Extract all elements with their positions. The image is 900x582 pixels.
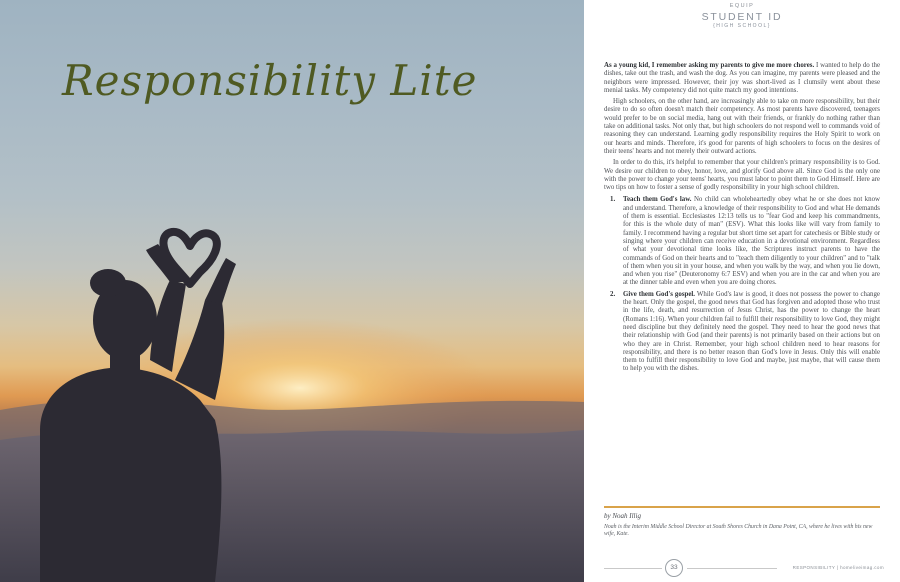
list-item-text: No child can wholeheartedly obey what he or she does not know and understand. Therefore, a knowledge of their responsibility to God and what He demands of them is essential. Ecclesiastes 12:13 tells us to "fear God and keep his commandments, for this is the whole duty of man" (ESV). What this looks like will vary from family to family. I recommend having a regular but short time set apart for catechesis or Bible study or singing where your children can receive education in a devotional environment. Regardless of what your devotional time looks like, the Scriptures instruct parents to have the commands of God on their hearts and to "teach them diligently to your children" and to "talk of them when you sit in your house, and when you walk by the way, and when you lie down, and when you rise" (Deuteronomy 6:7 ESV) and when you are in the car and when you are at the dinner table and even when you are doing chores. bbox=[623, 196, 880, 287]
article-page bbox=[584, 0, 900, 582]
article-body bbox=[604, 62, 880, 377]
list-item-text: While God's law is good, it does not possess the power to change the heart. Only the gospel, the good news that God has forgiven and adopted those who trust in the life, death, and resurrection of Jesus Christ, has the power to change the heart (Romans 1:16). When your children fail to fulfill their responsibility to love God, they might need discipline but they definitely need the gospel. They need to hear the good news that their relationship with God (and their parents) is not primarily based on their actions but on who they are in Christ. Remember, your high school children need to hear reasons for responsibility, and there is no better reason than God's love in Jesus. Only this will enable them to fulfill their responsibility to love God and maybe, just maybe, that will cause them to help you with the dishes. bbox=[623, 290, 880, 373]
paragraph: High schoolers, on the other hand, are increasingly able to take on more responsibility, but their desire to do so often doesn't match their competency. As most parents have discovered, teenagers would prefer to be on social media, hang out with their friends, or frankly do nothing rather than take on additional tasks. Not only that, but high schoolers do not respond well to commands void of reasoning they can understand. Learning godly responsibility requires the Holy Spirit to work on our hearts and minds. Therefore, it's good for parents of high schoolers to focus on the desires of their teens' hearts and not merely their outward actions. bbox=[604, 98, 880, 155]
intro-paragraph bbox=[604, 62, 880, 95]
author-bio: Noah is the Interim Middle School Director at South Shores Church in Dana Point, CA, where he lives with his new wife, Kate. bbox=[604, 524, 873, 537]
section-header bbox=[584, 3, 900, 30]
footer-divider-left bbox=[604, 568, 662, 569]
edition-label: EQUIP bbox=[729, 3, 755, 9]
intro-text: I wanted to help do the dishes, take out the trash, and wash the dog. As you can imagine, my parents were pleased and the neighbors were impressed. However, their joy was short-lived as I clumsily went about these menial tasks. My competency did not quite match my good intentions. bbox=[604, 62, 880, 94]
list-item-heading: Give them God's gospel. bbox=[623, 290, 696, 298]
page-number: 33 bbox=[665, 559, 683, 577]
footer-divider-right bbox=[687, 568, 777, 569]
lead-sentence: As a young kid, I remember asking my parents to give me more chores. bbox=[604, 62, 815, 69]
list-number: 2. bbox=[610, 290, 616, 298]
paragraph: In order to do this, it's helpful to remember that your children's primary responsibility is to God. We desire our children to obey, honor, love, and glorify God above all. Since God is the only one with the power to change your teens' hearts, you must labor to point them to God Himself. Here are two tips on how to foster a sense of godly responsibility in your high school children. bbox=[604, 159, 880, 192]
author-byline: by Noah Illig bbox=[604, 512, 641, 520]
section-subtitle: {HIGH SCHOOL} bbox=[713, 23, 771, 29]
running-footer: RESPONSIBILITY | homeliveimag.com bbox=[792, 565, 884, 570]
tips-list bbox=[604, 196, 880, 373]
list-item bbox=[604, 196, 880, 287]
byline-divider bbox=[604, 506, 880, 508]
list-item bbox=[604, 291, 880, 374]
list-item-heading: Teach them God's law. bbox=[623, 196, 692, 204]
section-title: STUDENT ID bbox=[701, 11, 783, 23]
list-number: 1. bbox=[610, 196, 616, 204]
article-title: Responsibility Lite bbox=[62, 56, 478, 105]
